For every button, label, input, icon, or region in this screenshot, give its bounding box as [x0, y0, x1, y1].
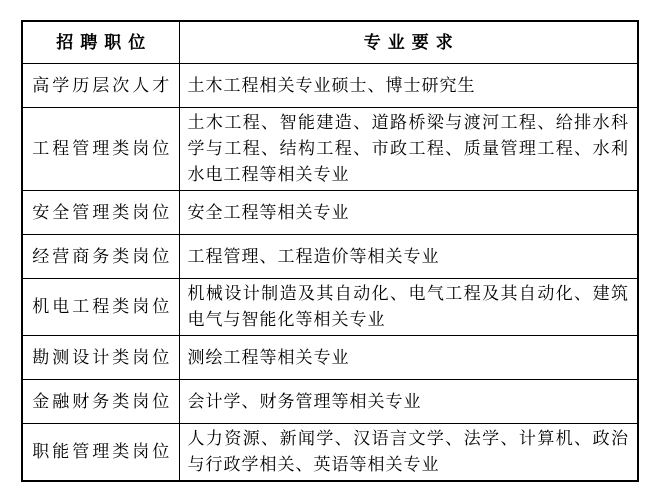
column-header-position: 招聘职位 — [22, 21, 179, 64]
requirement-cell: 工程管理、工程造价等相关专业 — [179, 235, 638, 279]
column-header-requirement: 专业要求 — [179, 21, 638, 64]
position-cell: 金融财务类岗位 — [22, 380, 179, 424]
requirement-cell: 会计学、财务管理等相关专业 — [179, 380, 638, 424]
table-body — [22, 64, 638, 482]
requirement-cell: 人力资源、新闻学、汉语言文学、法学、计算机、政治与行政学相关、英语等相关专业 — [179, 424, 638, 482]
position-cell: 职能管理类岗位 — [22, 424, 179, 482]
position-cell: 机电工程类岗位 — [22, 279, 179, 336]
table-row — [22, 235, 638, 279]
position-cell: 勘测设计类岗位 — [22, 336, 179, 380]
requirement-cell: 安全工程等相关专业 — [179, 191, 638, 235]
table-row — [22, 191, 638, 235]
requirement-cell: 测绘工程等相关专业 — [179, 336, 638, 380]
requirement-cell: 土木工程相关专业硕士、博士研究生 — [179, 64, 638, 108]
table-row — [22, 336, 638, 380]
table-row — [22, 64, 638, 108]
recruitment-table — [21, 20, 639, 482]
header-row — [22, 21, 638, 64]
position-cell: 高学历层次人才 — [22, 64, 179, 108]
position-cell: 经营商务类岗位 — [22, 235, 179, 279]
position-cell: 工程管理类岗位 — [22, 108, 179, 191]
requirement-cell: 机械设计制造及其自动化、电气工程及其自动化、建筑电气与智能化等相关专业 — [179, 279, 638, 336]
table-row — [22, 108, 638, 191]
requirement-cell: 土木工程、智能建造、道路桥梁与渡河工程、给排水科学与工程、结构工程、市政工程、质量管理工程、水利水电工程等相关专业 — [179, 108, 638, 191]
table-row — [22, 279, 638, 336]
table-row — [22, 380, 638, 424]
position-cell: 安全管理类岗位 — [22, 191, 179, 235]
table-row — [22, 424, 638, 482]
